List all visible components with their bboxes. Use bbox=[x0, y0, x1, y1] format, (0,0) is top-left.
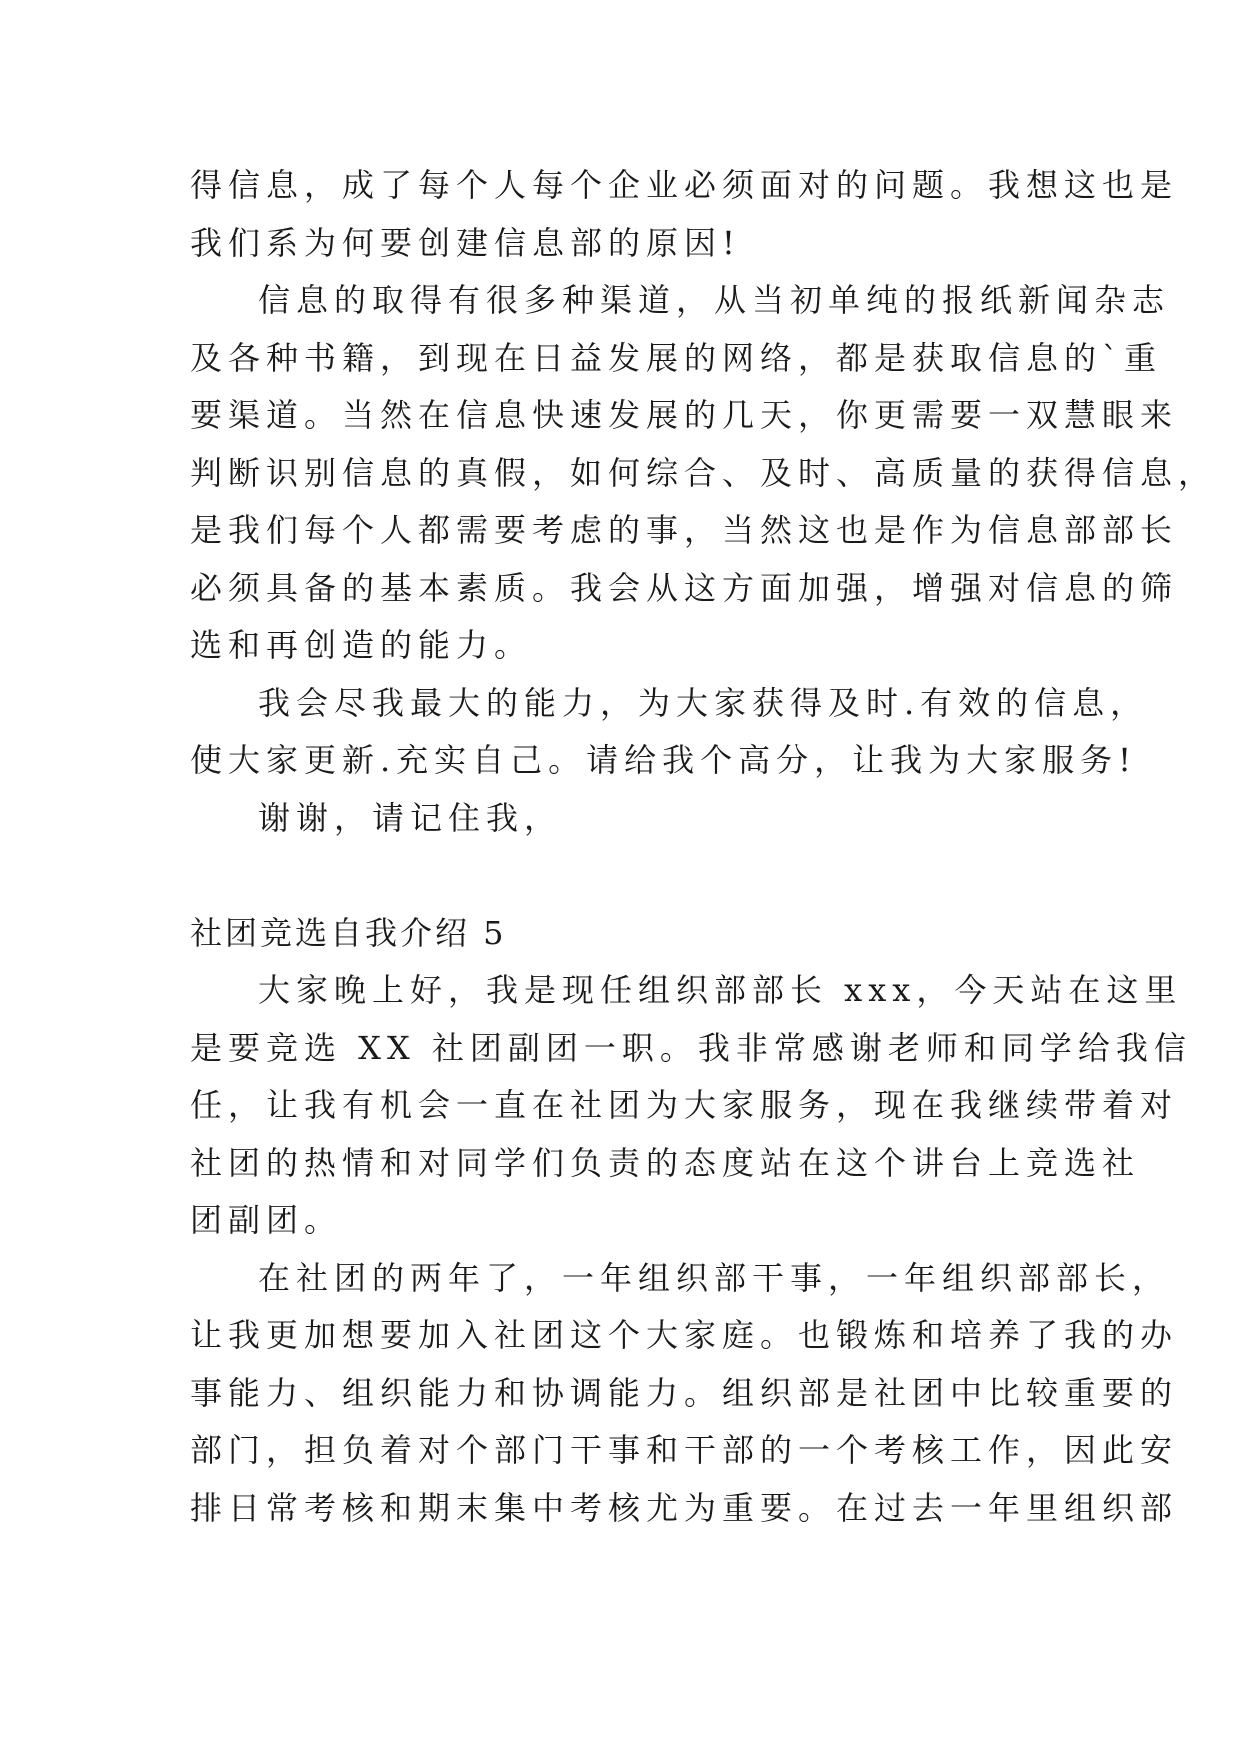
paragraph-line: 我会尽我最大的能力，为大家获得及时.有效的信息， bbox=[258, 683, 1149, 722]
paragraph-line: 部门，担负着对个部门干事和干部的一个考核工作，因此安 bbox=[190, 1431, 1179, 1469]
section-heading: 社团竞选自我介绍 5 bbox=[190, 913, 507, 952]
paragraph-line: 团副团。 bbox=[190, 1201, 343, 1239]
paragraph-line: 大家晚上好，我是现任组织部部长 xxx，今天站在这里 bbox=[258, 971, 1183, 1009]
paragraph-line: 我们系为何要创建信息部的原因! bbox=[190, 223, 741, 262]
paragraph-line: 在社团的两年了，一年组织部干事，一年组织部部长， bbox=[258, 1258, 1171, 1297]
paragraph-line: 社团的热情和对同学们负责的态度站在这个讲台上竞选社 bbox=[190, 1143, 1141, 1182]
paragraph-line: 要渠道。当然在信息快速发展的几天，你更需要一双慧眼来 bbox=[190, 396, 1179, 434]
paragraph-line: 是我们每个人都需要考虑的事，当然这也是作为信息部部长 bbox=[190, 511, 1179, 549]
paragraph-line: 判断识别信息的真假，如何综合、及时、高质量的获得信息， bbox=[190, 453, 1217, 492]
paragraph-line: 排日常考核和期末集中考核尤为重要。在过去一年里组织部 bbox=[190, 1488, 1179, 1527]
paragraph-line: 事能力、组织能力和协调能力。组织部是社团中比较重要的 bbox=[190, 1373, 1179, 1412]
paragraph-line: 让我更加想要加入社团这个大家庭。也锻炼和培养了我的办 bbox=[190, 1316, 1179, 1354]
paragraph-line: 选和再创造的能力。 bbox=[190, 626, 533, 664]
paragraph-line: 是要竞选 XX 社团副团一职。我非常感谢老师和同学给我信 bbox=[190, 1028, 1192, 1067]
paragraph-line: 任，让我有机会一直在社团为大家服务，现在我继续带着对 bbox=[190, 1086, 1179, 1124]
section-spacer bbox=[190, 847, 1060, 905]
paragraph-line: 信息的取得有很多种渠道，从当初单纯的报纸新闻杂志 bbox=[258, 281, 1171, 319]
paragraph-line: 及各种书籍，到现在日益发展的网络，都是获取信息的`重 bbox=[190, 338, 1163, 377]
paragraph-line: 必须具备的基本素质。我会从这方面加强，增强对信息的筛 bbox=[190, 568, 1179, 607]
paragraph-line: 谢谢，请记住我， bbox=[258, 798, 563, 837]
document-body bbox=[190, 157, 1217, 1537]
paragraph-line: 使大家更新.充实自己。请给我个高分，让我为大家服务! bbox=[190, 741, 1138, 779]
paragraph-line: 得信息，成了每个人每个企业必须面对的问题。我想这也是 bbox=[190, 166, 1179, 204]
